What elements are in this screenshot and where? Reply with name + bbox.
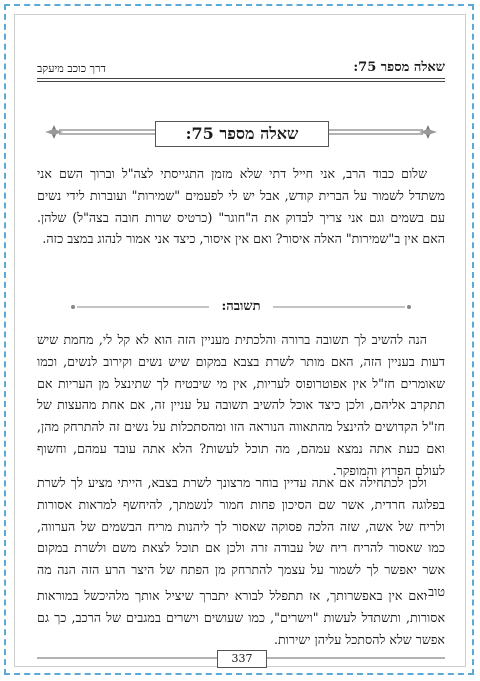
question-title-banner bbox=[37, 115, 445, 149]
running-header bbox=[37, 55, 445, 75]
page-content bbox=[37, 15, 445, 668]
answer-paragraph: הנה להשיב לך תשובה ברורה והלכתית מעניין הזה הוא לא קל לי, מחמת שיש דעות בעניין הזה, האם מותר לשרת בצבא במקום שיש נשים וקירוב לנשים, וכמו שאומרים חז"ל אין אפוטרופוס לעריות, אין מי שיבטיח לך שתינצל מן העריות אם תתקרב אליהם, ולכן כיצד אוכל להשיב תשובה על עניין זה, אם אחת מהעצות של חז"ל הקדושים להינצל מהתאווה הנוראה הזו ומהסתכלות על נשים זה להתרחק מהן, ואם כעת אתה נמצא עמהם, מה תוכל לעשות? הלא אתה עובד עמהם, וחשוף לעולם הפרוץ והמופקר. bbox=[37, 332, 445, 478]
question-text: שלום כבוד הרב, אני חייל דתי שלא מזמן התגייסתי לצה"ל וברוך השם אני משתדל לשמור על הברית קודש, אבל יש לי לפעמים "שמירות" ועוברות לידי נשים עם בשמים וגם אני צריך לבדוק את ה"חוגר" (כרטיס שרות חובה בצה"ל) שלהן. האם אין ב"שמירות" האלה איסור? ואם אין איסור, כיצד אני אמור לנהוג במצב כזה. bbox=[37, 166, 445, 247]
header-rule bbox=[37, 78, 445, 82]
answer-paragraph: ואם אין באפשרותך, אז תתפלל לבורא יתברך שיציל אותך מלהיכשל במוראות אסורות, ותשתדל לעשות "וישרים", כמו שעושים וישרים במגבים של הרכב, כך גם אפשר שלא להסתכל עליהן ישירות. bbox=[37, 588, 445, 647]
question-title: שאלה מספר 75: bbox=[155, 121, 329, 147]
answer-paragraph: ולכן לכתחילה אם אתה עדיין בוחר מרצונך לשרת בצבא, הייתי מציע לך לשרת בפלוגה חרדית, אשר שם הסיכון פחות חמור לנשמתך, להיחשף למראות אסורות ולריח של אשה, שזה הלכה פסוקה שאסור לך ליהנות מריח הבשמים של הערווה, כמו שאסור להריח ריח של עבודה זרה ולכן אם תוכל לצאת משם ולשרת במקום אשר יאפשר לך לשמור על עצמך להתרחק מן הפתח של היצר הרע הזה הנה מה טוב. bbox=[37, 475, 445, 599]
book-page bbox=[14, 14, 466, 667]
running-header-title: שאלה מספר 75: bbox=[353, 60, 445, 75]
page-footer bbox=[37, 649, 445, 669]
star-ornament-left-icon bbox=[45, 125, 63, 139]
star-ornament-right-icon bbox=[419, 125, 437, 139]
running-header-subtitle: דרך כוכב מיעקב bbox=[37, 62, 106, 75]
answer-heading bbox=[37, 296, 445, 320]
page-number: 337 bbox=[217, 650, 267, 668]
answer-label: תשובה: bbox=[209, 298, 273, 316]
